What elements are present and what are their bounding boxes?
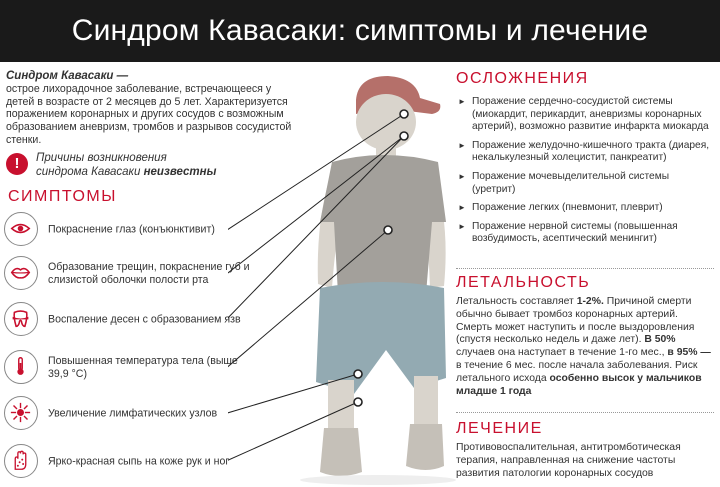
lymph-node-icon bbox=[4, 396, 38, 430]
symptoms-heading: СИМПТОМЫ bbox=[8, 188, 117, 205]
right-shoe bbox=[406, 424, 444, 470]
page-title: Синдром Кавасаки: симптомы и лечение bbox=[71, 14, 649, 47]
symptom-label: Ярко-красная сыпь на коже рук и ног bbox=[48, 455, 230, 468]
cause-unknown: неизвестны bbox=[143, 166, 217, 178]
symptom-label: Повышенная температура тела (выше 39,9 °С) bbox=[48, 355, 238, 380]
eye-icon bbox=[4, 212, 38, 246]
cause-line1: Причины возникновения bbox=[36, 152, 167, 164]
marker-dot bbox=[354, 398, 362, 406]
complications-heading: ОСЛОЖНЕНИЯ bbox=[456, 70, 589, 87]
lips-icon bbox=[4, 256, 38, 290]
lethality-text: Летальность составляет 1-2%. Причиной смерти обычно бывает тромбоз коронарных артерий. Смерть может наступить и после выздоровления (спустя несколько недель и даже лет). В 50% случаев она наступает в течение 1-го мес., в 95% — в течение 6 мес. после начала заболевания. Риск летального исхода особенно высок у мальчиков младше 1 года bbox=[456, 296, 711, 397]
intro-term: Синдром Кавасаки — bbox=[6, 70, 129, 82]
divider bbox=[456, 412, 714, 413]
complication-item: ► Поражение легких (пневмонит, плеврит) bbox=[456, 202, 714, 215]
marker-dot bbox=[400, 132, 408, 140]
intro-description: острое лихорадочное заболевание, встречающееся у детей в возрасте от 2 месяцев до 5 лет. Характеризуется поражением коронарных и других сосудов с возможным образованием аневризм, тромбов и разрывов сосудистой стенки. bbox=[6, 82, 292, 146]
divider bbox=[456, 268, 714, 269]
symptom-label: Образование трещин, покраснение губ и слизистой оболочки полости рта bbox=[48, 261, 250, 286]
symptom-label: Воспаление десен с образованием язв bbox=[48, 313, 241, 326]
marker-dot bbox=[384, 226, 392, 234]
shirt bbox=[320, 155, 446, 299]
complication-item: ► Поражение нервной системы (повышенная возбудимость, асептический менингит) bbox=[456, 221, 714, 246]
left-shoe bbox=[320, 428, 362, 476]
complication-item: ► Поражение мочевыделительной системы (уретрит) bbox=[456, 171, 714, 196]
complication-item: ► Поражение желудочно-кишечного тракта (диарея, некалькулезный холецистит, панкреатит) bbox=[456, 140, 714, 165]
complication-item: ► Поражение сердечно-сосудистой системы (миокардит, перикардит, аневризмы коронарных артерий), возможно развитие инфаркта миокарда bbox=[456, 96, 714, 134]
child-illustration bbox=[228, 62, 468, 487]
complications-list bbox=[456, 96, 714, 252]
marker-dot bbox=[400, 110, 408, 118]
exclamation-icon: ! bbox=[6, 153, 28, 175]
symptom-label: Покраснение глаз (конъюнктивит) bbox=[48, 223, 215, 236]
right-leg bbox=[414, 376, 438, 428]
symptom-label: Увеличение лимфатических узлов bbox=[48, 407, 218, 420]
title-bar bbox=[0, 0, 720, 62]
treatment-heading: ЛЕЧЕНИЕ bbox=[456, 420, 543, 437]
thermometer-icon bbox=[4, 350, 38, 384]
hand-rash-icon bbox=[4, 444, 38, 478]
marker-dot bbox=[354, 370, 362, 378]
head bbox=[356, 94, 416, 150]
tooth-icon bbox=[4, 302, 38, 336]
treatment-text: Противовоспалительная, антитромботическая терапия, направленная на снижение частоты развития патологии коронарных сосудов bbox=[456, 442, 681, 479]
lethality-heading: ЛЕТАЛЬНОСТЬ bbox=[456, 274, 591, 291]
cause-line2: синдрома Кавасаки bbox=[36, 166, 144, 178]
